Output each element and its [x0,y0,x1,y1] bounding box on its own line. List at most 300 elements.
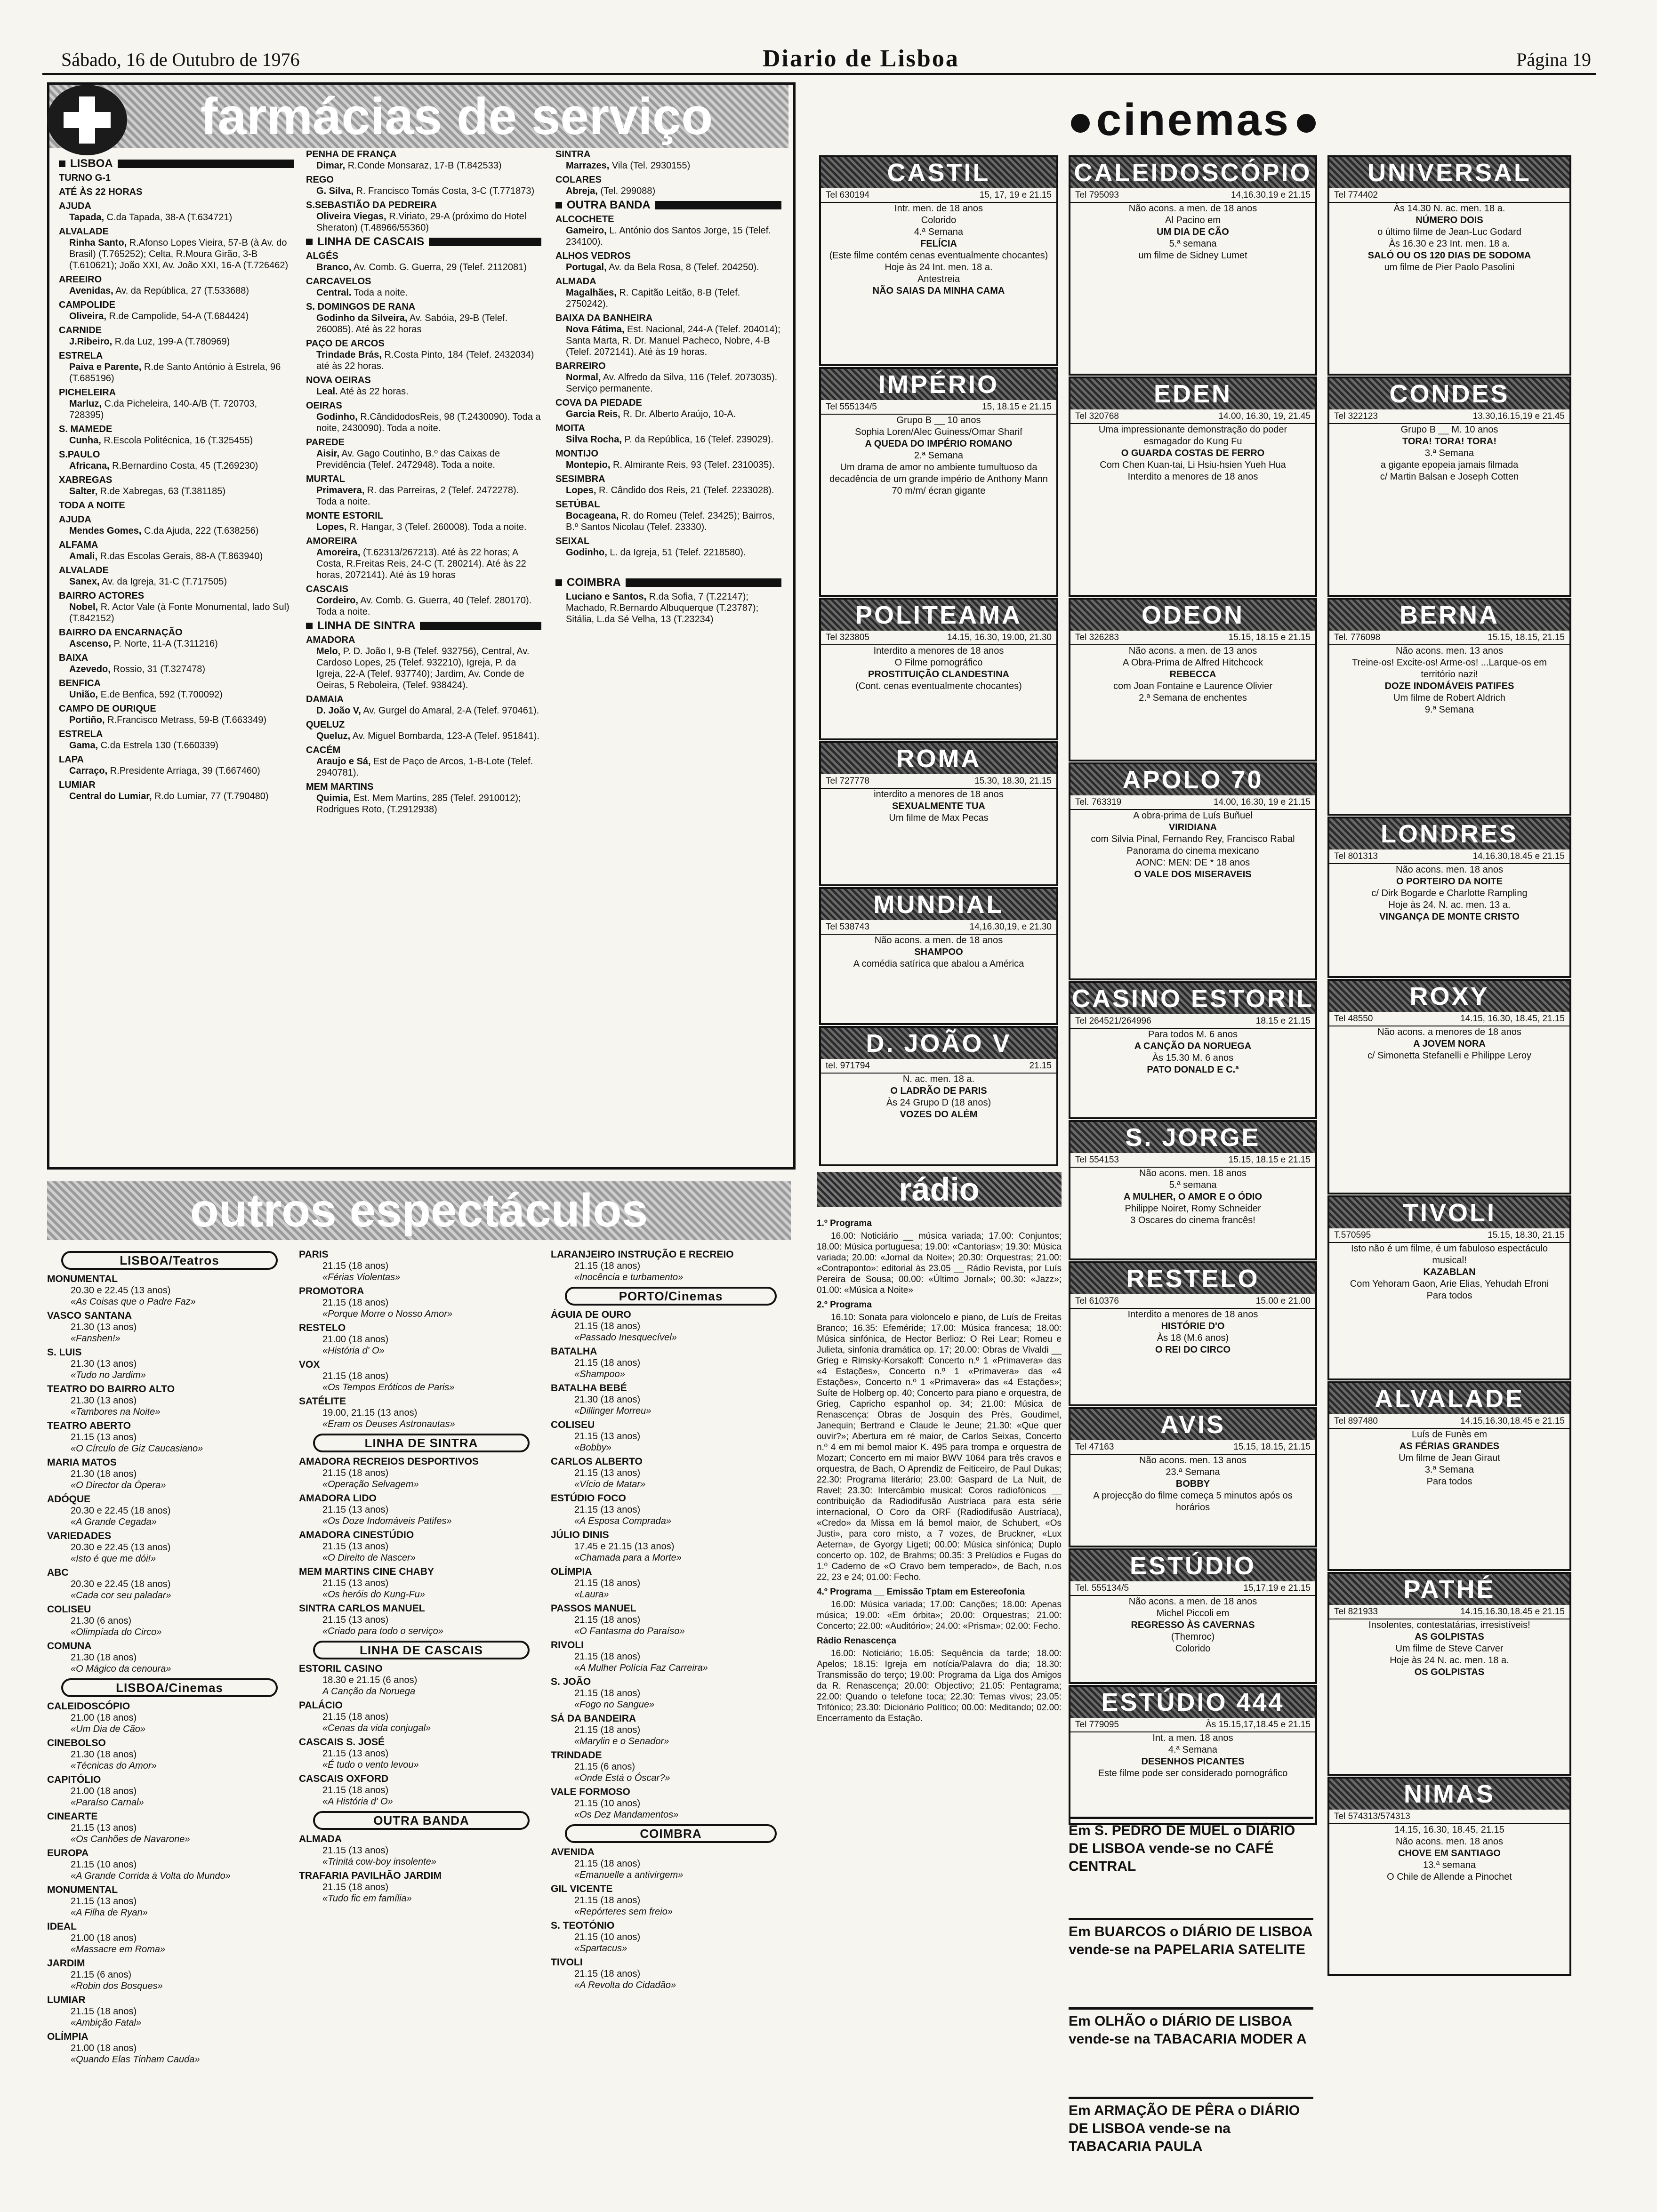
locality-label: LAPA [59,754,84,765]
cinema-phone: Tel 320768 [1075,411,1119,421]
cinema-phone-row [821,400,1056,415]
section-heading [306,620,541,632]
show-times: 21.00 (18 anos) [71,1713,137,1723]
pharmacy-name: Nova Fátima, [566,324,625,335]
cinema-info-line: AONC: MEN: DE * 18 anos [1135,858,1250,868]
cinema-info-line: O PORTEIRO DA NOITE [1396,876,1503,887]
page-header [42,45,1596,75]
cinema-phone: Tel 821933 [1334,1607,1378,1617]
pharmacy-address: Av. Gurgel do Amaral, 2-A (Telef. 970461). [363,705,539,716]
cinema-phone-row [1070,409,1315,424]
show-title: «O Fantasma do Paraíso» [574,1626,685,1636]
cinema-info-line: TORA! TORA! TORA! [1402,436,1496,447]
pharmacy-name: Oliveira Viegas, [316,211,386,222]
show-listing [551,1566,791,1600]
pharmacy-entry [59,525,294,537]
cinema-phone-row [1329,1605,1569,1619]
cinema-info-line: Não acons. men. 18 anos [1139,1168,1247,1178]
show-listing [47,1641,292,1675]
pharmacy-name: Nobel, [69,602,98,612]
show-title: «Os Tempos Eróticos de Paris» [322,1382,455,1393]
show-title: «Inocência e turbamento» [574,1272,684,1282]
show-times: 21.15 (13 anos) [322,1505,389,1515]
venue-name: MONUMENTAL [47,1274,118,1284]
cinema-info-line: interdito a menores de 18 anos [874,789,1004,800]
cinema-info-line: Às 15.30 M. 6 anos [1152,1053,1234,1063]
cinema-info-line: O VALE DOS MISERAVEIS [1134,869,1252,880]
show-listing [299,1737,544,1771]
pharmacy-address: Est. Nacional, 244-A (Telef. 204014); Santa Marta, R. Dr. Manuel Pacheco, Nobre, 4-B (Telef. 2072141). Até às 19 horas. [566,324,780,357]
pharmacy-name: Magalhães, [566,288,617,298]
pharmacy-entry [59,435,294,446]
radio-program-text: 16.10: Sonata para violoncelo e piano, de Luís de Freitas Branco; 16.35: Efeméride; 17.00: Música francesa; 18.00: Música sinfónica, de Hector Berlioz: O Rei Lear; Romeu e Julieta, sinfonia dramática op. 17; 20.00: Obras de Vivaldi __ Grieg e Rimsky-Korsakoff: Concerto n.º 1 «Primavera» das «4 Estações», Concerto n.º 1 «Primavera» das «4 Estações», Concerto n.º 1 «Primavera» das «4 Estações»; Suíte de Holberg op. 40; Concerto para piano e orquestra, de Grieg, Capricho espanhol op. 34; 21.00: Música de Renascença: Obras de Josquin des Près, Goudimel, Janequin; Bertrand e Claude le Jeune; 21.30: «Que quer ouvir?»; Abertura em ré maior, de Carlos Seixas, Concerto n.º 4 em mi bemol maior K. 495 para trompa e orquestra de Mozart; Concerto em mi maior BWV 1064 para três cravos e orquestra, de Bach, O Aprendiz de Feiticeiro, de Paul Dukas; 22.30: Programa literário; 23.00: Gaspard de La Nuit, de Ravel; 23.30: Intercâmbio musical: Coros radiofónicos __ contribuição da Radiodifusão Austríaca para esta série internacional, O Coro da ORF (Radiodifusão Austríaca), «Credo» da Missa em lá bemol maior, de Schubert, «Os Justi», para coro misto, a 7 vozes, de Bruckner, «Lux Aeterna», de Gyorgy Ligeti; 00.00: Música sinfónica; Duplo concerto op. 102, de Brahms; 00.35: 3 Prelúdios e Fugas do 1.º Caderno de «O Cravo bem temperado», de Bach, n.os 22, 23 e 24; 01.00: Fecho. [817,1313,1062,1582]
cinema-info-line: Para todos [1426,1476,1472,1487]
cinema-info-line: 3 Oscares do cinema francês! [1130,1215,1255,1226]
cinema-phone: Tel. 776098 [1334,633,1381,642]
cinema-info-line: Às 18 (M.6 anos) [1157,1333,1229,1343]
venue-name: S. LUIS [47,1347,82,1358]
cinema-session-times: 14.15,16.30,18.45 e 21.15 [1460,1607,1565,1617]
show-title: «O Círculo de Giz Caucasiano» [71,1443,203,1454]
show-times: 21.15 (18 anos) [574,1578,641,1588]
cinema-name: ODEON [1070,600,1315,631]
pharmacy-address: R.Conde Monsaraz, 17-B (T.842533) [347,160,502,171]
pharmacy-name: Godinho da Silveira, [316,313,408,323]
venue-name: MARIA MATOS [47,1457,117,1468]
farmacias-banner: farmácias de serviço [49,85,788,148]
cinema-info-line: A projecção do filme começa 5 minutos após os horários [1093,1491,1293,1513]
pharmacy-name: Araujo e Sá, [316,756,371,767]
issue-date: Sábado, 16 de Outubro de 1976 [61,49,300,70]
cinema-name: LONDRES [1329,818,1569,850]
venue-name: TRINDADE [551,1750,602,1761]
venue-name: CASCAIS S. JOSÉ [299,1737,385,1747]
show-listing [47,1420,292,1454]
cinema-info-line: Às 24 Grupo D (18 anos) [886,1098,991,1108]
pharmacy-address: R. das Parreiras, 2 (Telef. 2472278). Toda a noite. [316,485,519,507]
bullet-icon [1297,114,1316,133]
show-title: «Tudo fic em família» [322,1893,412,1904]
show-title: «Tambores na Noite» [71,1407,161,1417]
cinema-info-line: Hoje às 24. N. ac. men. 13 a. [1388,900,1511,910]
show-times: 21.00 (18 anos) [71,1786,137,1796]
cinema-info-line: Grupo B __ M. 10 anos [1400,425,1498,435]
cinema-session-times: 18.15 e 21.15 [1255,1016,1311,1026]
pharmacy-address: R. Actor Vale (à Fonte Monumental, lado Sul) (T.842152) [69,602,290,624]
cinema-info-line: SALÓ OU OS 120 DIAS DE SODOMA [1367,250,1531,261]
venue-name: AMADORA LIDO [299,1493,377,1504]
radio-program-heading: Rádio Renascença [817,1636,896,1646]
cinema-info-line: Não acons. a men. de 18 anos [1128,1596,1257,1607]
pharmacy-name: Silva Rocha, [566,434,622,445]
pharmacy-entry [59,740,294,751]
pharmacy-name: Queluz, [316,731,351,741]
show-times: 21.15 (18 anos) [574,1261,641,1271]
show-title: «Criado para todo o serviço» [322,1626,443,1636]
pharmacy-address: Av. Comb. G. Guerra, 29 (Telef. 2112081) [353,262,527,272]
venue-name: AVENIDA [551,1847,595,1858]
cinema-listing [1069,598,1317,761]
pharmacy-entry [555,160,781,171]
locality-label: OEIRAS [306,401,342,411]
pharmacy-entry [306,262,541,273]
cinema-phone-row [1070,1440,1315,1455]
show-listing [47,1738,292,1771]
cinema-session-times: 15,17,19 e 21.15 [1243,1583,1311,1593]
pharmacy-name: Abreja, [566,186,598,196]
pharmacy-name: Azevedo, [69,664,111,674]
locality-label: BAIXA [59,653,88,663]
cinema-phone: Tel 554153 [1075,1155,1119,1165]
section-pill-heading: PORTO/Cinemas [565,1287,777,1306]
pharmacy-address: R.CândidodosReis, 98 (T.2430090). Toda a noite, 2430090). Toda a noite. [316,412,541,433]
cinema-info-line: Não acons. a men. de 18 anos [874,935,1003,946]
cinema-phone: Tel 897480 [1334,1416,1378,1426]
section-heading-text: LINHA DE CASCAIS [317,235,425,248]
cinema-name: CASINO ESTORIL [1070,983,1315,1014]
pharmacy-entry [306,705,541,716]
venue-name: JARDIM [47,1958,85,1969]
cinema-info-line: Não acons. a menores de 18 anos [1377,1027,1521,1037]
farmacias-col-3 [555,146,781,1158]
pharmacy-entry [59,336,294,347]
pharmacy-entry [59,285,294,297]
show-title: «Dillinger Morreu» [574,1406,652,1416]
show-listing [299,1322,544,1356]
cinema-phone-row [1329,1414,1569,1429]
pharmacy-entry [555,547,781,558]
pharmacy-entry [59,638,294,649]
locality-label: MONTIJO [555,449,599,459]
cinema-info-line: Não acons. men. 13 anos [1396,646,1503,656]
cinema-phone: Tel 555134/5 [826,402,877,412]
show-times: 21.15 (18 anos) [71,2006,137,2017]
locality-label: ALCOCHETE [555,214,614,224]
show-title: «História d' O» [322,1346,385,1356]
cinema-info-line: Int. a men. 18 anos [1152,1733,1233,1743]
pharmacy-name: Avenidas, [69,286,113,296]
venue-name: IDEAL [47,1921,77,1932]
cinema-session-times: 14,16.30,19, e 21.30 [969,922,1052,932]
show-times: 21.15 (18 anos) [574,1859,641,1869]
cinema-session-times: 14.00, 16.30, 19, 21.45 [1218,411,1311,421]
section-pill-heading: OUTRA BANDA [313,1811,530,1830]
venue-name: TRAFARIA PAVILHÃO JARDIM [299,1870,442,1881]
pharmacy-name: Carraço, [69,766,108,776]
locality-label: BAIXA DA BANHEIRA [555,313,653,323]
pharmacy-name: Primavera, [316,485,365,496]
pharmacy-address: R.Presidente Arriaga, 39 (T.667460) [110,766,260,776]
pharmacy-address: Av. Alfredo da Silva, 116 (Telef. 2073035). Serviço permanente. [566,372,778,394]
venue-name: CAPITÓLIO [47,1774,101,1785]
locality-label: ALGÉS [306,251,338,261]
show-listing [47,2031,292,2065]
pharmacy-address: Av. Miguel Bombarda, 123-A (Telef. 951841). [352,731,539,741]
show-listing [47,1531,292,1564]
show-listing [299,1359,544,1393]
pharmacy-address: R. do Romeu (Telef. 23425); Bairros, B.º Santos Nicolau (Telef. 23330). [566,511,775,532]
cinema-listing [1327,1195,1571,1380]
locality-label: ALFAMA [59,540,98,550]
pharmacy-entry [59,460,294,472]
pharmacy-name: Luciano e Santos, [566,592,647,602]
venue-name: TEATRO DO BAIRRO ALTO [47,1384,175,1395]
pharmacy-entry [59,765,294,777]
pharmacy-entry [59,576,294,587]
pharmacy-name: Quimia, [316,793,351,803]
show-title: A Canção da Noruega [322,1686,416,1697]
venue-name: S. TEOTÓNIO [551,1920,615,1931]
locality-label: CAMPO DE OURIQUE [59,704,156,714]
show-title: «Fanshen!» [71,1333,121,1344]
pharmacy-entry [555,434,781,445]
pharmacy-entry [306,349,541,372]
cinema-info-line: Para todos [1426,1290,1472,1301]
show-title: «Tudo no Jardim» [71,1370,146,1380]
section-heading [306,236,541,248]
pharmacy-name: Marluz, [69,399,102,409]
show-times: 19.00, 21.15 (13 anos) [322,1408,418,1418]
cinema-phone-row [1329,631,1569,645]
pharmacy-entry [555,459,781,471]
cinema-info-line: 5.ª semana [1169,1180,1217,1190]
show-title: «Cada cor seu paladar» [71,1590,171,1601]
locality-label: LUMIAR [59,780,96,790]
show-times: 21.15 (13 anos) [71,1823,137,1833]
show-times: 21.15 (6 anos) [71,1970,131,1980]
show-title: «Spartacus» [574,1943,627,1954]
cinema-session-times: 15.15, 18.30, 21.15 [1488,1230,1565,1240]
cinema-info-line: VINGANÇA DE MONTE CRISTO [1379,912,1520,922]
locality-label: CAMPOLIDE [59,300,115,310]
square-bullet-icon [306,623,313,629]
pharmacy-entry [306,646,541,691]
show-times: 18.30 e 21.15 (6 anos) [322,1675,418,1685]
show-listing [47,1848,292,1882]
cinema-name: EDEN [1070,378,1315,409]
section-heading [59,158,294,169]
show-title: «A Esposa Comprada» [574,1516,672,1526]
cinema-info-line: 9.ª Semana [1424,705,1474,715]
show-listing [47,1884,292,1918]
pharmacy-name: Central do Lumiar, [69,791,152,801]
cinema-info-line: Este filme pode ser considerado pornográfico [1098,1768,1288,1779]
cinema-info-line: Um filme de Robert Aldrich [1393,693,1505,703]
show-times: 21.15 (13 anos) [71,1896,137,1907]
sales-point-notice: Em ARMAÇÃO DE PÊRA o DIÁRIO DE LISBOA vende-se na TABACARIA PAULA [1069,2097,1313,2156]
locality-label: SETÚBAL [555,499,600,510]
pharmacy-entry [59,311,294,322]
cinema-info-line: 23.ª Semana [1166,1467,1220,1477]
newspaper-title: Diario de Lisboa [763,45,959,72]
square-bullet-icon [555,202,562,208]
show-times: 21.30 (18 anos) [574,1395,641,1405]
cinema-phone: Tel 774402 [1334,190,1378,200]
pharmacy-address: R.Escola Politécnica, 16 (T.325455) [104,435,253,446]
show-times: 20.30 e 22.45 (18 anos) [71,1506,171,1516]
show-listing [299,1493,544,1527]
venue-name: RESTELO [299,1322,346,1333]
cinema-name: ROXY [1329,981,1569,1012]
pharmacy-address: C.da Tapada, 38-A (T.634721) [106,212,233,223]
show-times: 21.30 (18 anos) [71,1749,137,1760]
locality-label: QUELUZ [306,720,345,730]
show-times: 21.15 (10 anos) [574,1798,641,1809]
cinema-phone: Tel. 555134/5 [1075,1583,1129,1593]
cinema-info-line: N. ac. men. 18 a. [902,1074,975,1084]
show-title: «Bobby» [574,1443,611,1453]
locality-label: PENHA DE FRANÇA [306,149,397,160]
cinema-session-times: 15.30, 18.30, 21.15 [974,776,1052,786]
cinema-info-line: Um filme de Max Pecas [889,813,989,823]
pharmacy-address: R. Cândido dos Reis, 21 (Telef. 2233028). [599,485,774,496]
show-listing [551,1640,791,1674]
show-listing [551,1530,791,1563]
outros-col-3 [551,1247,791,2207]
cinema-name: BERNA [1329,600,1569,631]
cinema-info-line: Não acons. men. 13 anos [1139,1455,1247,1466]
pharmacy-address: R.da Luz, 199-A (T.780969) [114,337,230,347]
pharmacy-address: C.da Picheleira, 140-A/B (T. 720703, 728395) [69,399,257,420]
cinema-info-line: Grupo B __ 10 anos [896,415,981,425]
cinema-info-line: 4.ª Semana [1168,1745,1218,1755]
cinema-phone: Tel 779095 [1075,1720,1119,1730]
outros-col-1 [47,1247,292,2207]
cinema-info-line: A comédia satírica que abalou a América [853,959,1024,969]
pharmacy-address: P. D. João I, 9-B (Telef. 932756), Central, Av. Cardoso Lopes, 25 (Telef. 932210), Igreja, P. da Igreja, 22-A (Telef. 937740); Jardim, Av. Conde de Oeiras, 5 Reboleira, (Telef. 938424). [316,646,530,690]
pharmacy-name: Lopes, [566,485,596,496]
pharmacy-name: Godinho, [316,412,358,422]
show-times: 21.15 (6 anos) [574,1762,635,1772]
cinema-listing [819,155,1058,366]
show-listing [299,1834,544,1867]
square-bullet-icon [555,579,562,586]
show-listing [551,1603,791,1637]
show-title: «Onde Está o Óscar?» [574,1773,670,1783]
cinema-info-line: Al Pacino em [1165,215,1221,225]
pharmacy-name: Normal, [566,372,601,383]
show-times: 21.15 (18 anos) [574,1615,641,1625]
cinema-info-line: Intr. men. de 18 anos [894,203,983,214]
pharmacy-entry [555,485,781,496]
cinema-info-line: SHAMPOO [914,947,963,957]
cinema-listing [1069,981,1317,1119]
locality-label: BAIRRO ACTORES [59,591,145,601]
venue-name: COMUNA [47,1641,92,1651]
cinema-info-line: Um filme de Steve Carver [1395,1643,1504,1654]
cinema-listing [1069,1548,1317,1684]
pharmacy-address: R. Almirante Reis, 93 (Telef. 2310035). [613,460,775,470]
show-times: 21.15 (13 anos) [322,1748,389,1759]
cinema-listing [819,887,1058,1025]
show-times: 21.15 (18 anos) [322,1371,389,1381]
square-bullet-icon [59,160,65,167]
show-listing [299,1663,544,1697]
show-title: «Massacre em Roma» [71,1944,166,1955]
cinema-listing [1327,377,1571,597]
cinema-phone: Tel 47163 [1075,1442,1114,1452]
cinema-phone: Tel 795093 [1075,190,1119,200]
pharmacy-entry [59,212,294,223]
cinema-info-line: a gigante epopeia jamais filmada [1380,460,1519,470]
venue-name: BATALHA [551,1346,597,1357]
show-listing [299,1456,544,1490]
venue-name: VALE FORMOSO [551,1787,630,1797]
cinema-info-line: 5.ª semana [1169,239,1217,249]
locality-label: SINTRA [555,149,591,160]
cinema-listing [1327,1381,1571,1571]
cinema-info-line: REBECCA [1169,669,1216,680]
section-pill-heading: COIMBRA [565,1824,777,1843]
cinema-info-line: O REI DO CIRCO [1155,1345,1231,1355]
show-title: «Laura» [574,1589,609,1600]
cinema-info-line: Colorido [921,215,957,225]
pharmacy-address: L. da Igreja, 51 (Telef. 2218580). [610,547,746,558]
locality-label: BAIRRO DA ENCARNAÇÃO [59,627,183,638]
pharmacy-entry [59,714,294,726]
cinema-info-line: Colorido [1175,1643,1211,1654]
locality-label: CARCAVELOS [306,276,371,287]
cinema-listing [1327,979,1571,1194]
pharmacy-address: Av. Gago Coutinho, B.º das Caixas de Previdência (Telef. 2472948). Toda a noite. [316,449,500,470]
show-title: «O Direito de Nascer» [322,1553,416,1563]
pharmacy-entry [59,486,294,497]
cinema-listing [819,1026,1058,1166]
pharmacy-entry [59,601,294,624]
pharmacy-name: Amali, [69,551,98,561]
show-times: 21.30 (13 anos) [71,1359,137,1369]
show-title: «A História d' O» [322,1796,393,1807]
venue-name: CINEBOLSO [47,1738,106,1748]
cinemas-heading [817,94,1570,146]
pharmacy-name: Dimar, [316,160,346,171]
show-listing [47,1774,292,1808]
cinema-listing [1069,1120,1317,1260]
pharmacy-address: R. Francisco Tomás Costa, 3-C (T.771873) [356,186,535,196]
pharmacy-name: Amoreira, [316,547,361,558]
cinema-phone-row [1070,1581,1315,1596]
pharmacy-entry [555,225,781,248]
locality-label: SESIMBRA [555,474,605,484]
show-listing [551,1383,791,1417]
show-times: 21.15 (13 anos) [322,1845,389,1856]
cinema-name: POLITEAMA [821,600,1056,631]
cinema-info-line: Para todos M. 6 anos [1148,1029,1238,1040]
locality-label: AJUDA [59,514,91,525]
cinema-phone-row [1070,1153,1315,1168]
show-title: «Ambição Fatal» [71,2018,142,2028]
pharmacy-address: R.das Escolas Gerais, 88-A (T.863940) [100,551,263,561]
pharmacy-address: Est de Paço de Arcos, 1-B-Lote (Telef. 2940781). [316,756,533,778]
pharmacy-entry [555,287,781,310]
pharmacy-name: Cunha, [69,435,101,446]
pharmacy-entry [555,262,781,273]
pharmacy-cross-icon [47,85,127,155]
show-listing [299,1286,544,1320]
venue-name: CALEIDOSCÓPIO [47,1701,130,1712]
pharmacy-address: R.Afonso Lopes Vieira, 57-B (à Av. do Brasil) (T.765252); Celta, R.Moura Girão, 3-B (T.610621); João XXI, Av. João XXI, 16-A (T.726462) [69,238,289,271]
locality-label: S. DOMINGOS DE RANA [306,302,416,312]
pharmacy-address: P. da República, 16 (Telef. 239029). [624,434,774,445]
show-listing [299,1530,544,1563]
cinema-info-line: c/ Martin Balsan e Joseph Cotten [1380,472,1519,482]
pharmacy-address: C.da Estrela 130 (T.660339) [100,740,218,751]
show-listing [551,1787,791,1820]
cinema-session-times: 14.15, 16.30, 19.00, 21.30 [947,633,1052,642]
pharmacy-name: Africana, [69,461,110,471]
venue-name: VARIEDADES [47,1531,112,1541]
pharmacy-name: União, [69,689,98,700]
